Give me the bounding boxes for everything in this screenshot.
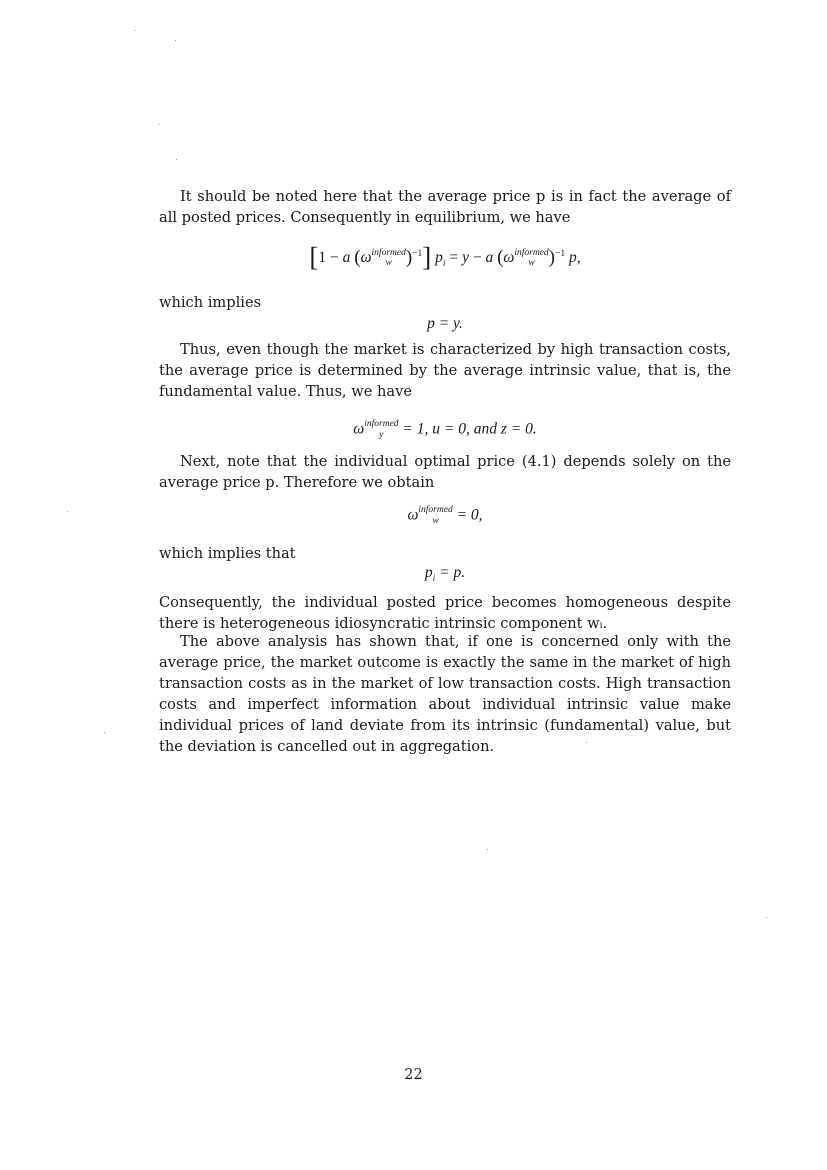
paragraph-which-implies-that: which implies that [159, 545, 296, 562]
scan-speck [175, 40, 176, 41]
equation-equilibrium: [1 − a (ω informed w )$^{-1}$] $p_i = y - a$ (ω informed w )$^{-1}$ p, [309, 242, 581, 272]
scan-speck [134, 30, 135, 31]
scan-speck [487, 849, 488, 850]
scan-speck [67, 511, 68, 512]
paragraph-transaction-costs: Thus, even though the market is characterized by high transaction costs, the average price is determined by the average intrinsic value, that is, the fundamental value. Thus, we have [159, 341, 731, 400]
equation-omega-y: ω informed y = 1, u = 0, and z = 0. [353, 419, 537, 440]
paragraph-homogeneous: Consequently, the individual posted price becomes homogeneous despite there is heterogeneous idiosyncratic intrinsic component wᵢ. [159, 594, 731, 632]
equation-pi-equals-p: $p_i = p$. [424, 564, 466, 585]
equation-omega-w: ω informed w = 0, [407, 505, 483, 526]
scan-speck [586, 742, 587, 743]
scan-speck [104, 732, 105, 733]
scan-speck [766, 917, 767, 918]
paragraph-individual-optimal-price: Next, note that the individual optimal price (4.1) depends solely on the average price p. Therefore we obtain [159, 453, 731, 491]
equation-p-equals-y: p = y. [427, 315, 463, 332]
scan-speck [176, 159, 177, 160]
paragraph-analysis-summary: The above analysis has shown that, if one is concerned only with the average price, the market outcome is exactly the same in the market of high transaction costs as in the market of low transaction costs. High transaction costs and imperfect information about individual intrinsic value make individual prices of land deviate from its intrinsic (fundamental) value, but the deviation is cancelled out in aggregation. [159, 633, 731, 755]
page-number: 22 [404, 1067, 423, 1083]
paragraph-average-price: It should be noted here that the average price p is in fact the average of all posted prices. Consequently in equilibrium, we have [159, 188, 731, 226]
paragraph-which-implies: which implies [159, 294, 262, 311]
scan-speck [158, 124, 159, 125]
